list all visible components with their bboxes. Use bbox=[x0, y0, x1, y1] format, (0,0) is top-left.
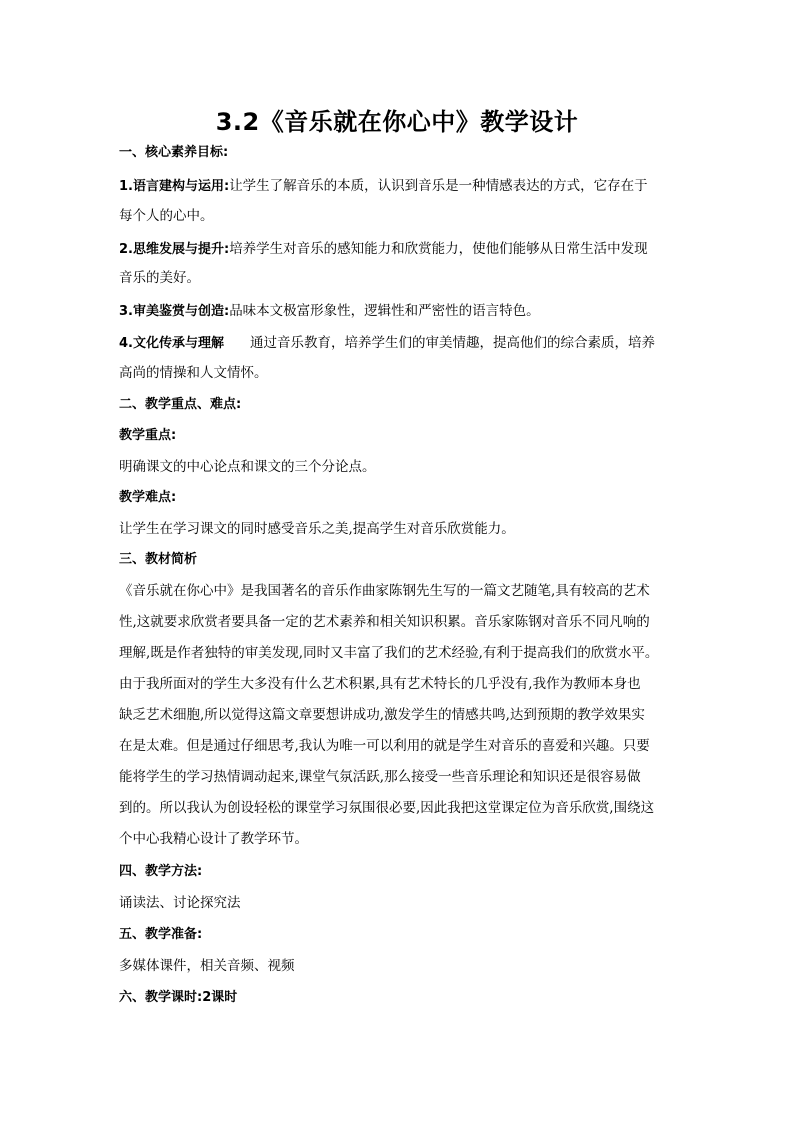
section-heading-keypoints: 二、教学重点、难点: bbox=[119, 397, 242, 412]
document-title: 3.2《音乐就在你心中》教学设计 bbox=[215, 108, 579, 136]
objective-2-line-1 bbox=[119, 239, 689, 260]
objective-1-text: 让学生了解音乐的本质，认识到音乐是一种情感表达的方式，它存在于 bbox=[229, 178, 648, 194]
difficulty-label: 教学难点: bbox=[119, 490, 177, 505]
objective-4-line-2: 高尚的情操和人文情怀。 bbox=[119, 365, 268, 381]
analysis-line: 由于我所面对的学生大多没有什么艺术积累,具有艺术特长的几乎没有,我作为教师本身也 bbox=[119, 676, 641, 692]
section-heading-methods: 四、教学方法: bbox=[119, 864, 203, 879]
objective-1-line-1 bbox=[119, 176, 689, 197]
key-point-text: 明确课文的中心论点和课文的三个分论点。 bbox=[119, 459, 376, 475]
methods-text: 诵读法、讨论探究法 bbox=[119, 895, 241, 911]
objective-1-line-2: 每个人的心中。 bbox=[119, 208, 214, 224]
analysis-line: 能将学生的学习热情调动起来,课堂气氛活跃,那么接受一些音乐理论和知识还是很容易做 bbox=[119, 769, 641, 785]
objective-2-text: 培养学生对音乐的感知能力和欣赏能力，使他们能够从日常生活中发现 bbox=[229, 241, 648, 257]
difficulty-text: 让学生在学习课文的同时感受音乐之美,提高学生对音乐欣赏能力。 bbox=[119, 521, 515, 537]
objective-2-label: 2.思维发展与提升: bbox=[119, 242, 230, 257]
analysis-line: 缺乏艺术细胞,所以觉得这篇文章要想讲成功,激发学生的情感共鸣,达到预期的教学效果实 bbox=[119, 707, 645, 723]
section-heading-preparation: 五、教学准备: bbox=[119, 927, 203, 942]
objective-3-label: 3.审美鉴赏与创造: bbox=[119, 304, 230, 319]
analysis-line: 在是太难。但是通过仔细思考,我认为唯一可以利用的就是学生对音乐的喜爱和兴趣。只要 bbox=[119, 738, 650, 754]
hours-label: 六、教学课时: bbox=[119, 990, 203, 1005]
hours-value: 2课时 bbox=[202, 990, 238, 1005]
objective-4-text: 通过音乐教育，培养学生们的审美情趣，提高他们的综合素质，培养 bbox=[249, 335, 655, 351]
objective-4-line-1 bbox=[119, 333, 689, 354]
objective-2-line-2: 音乐的美好。 bbox=[119, 270, 200, 286]
section-heading-hours bbox=[119, 988, 689, 1008]
section-heading-objectives: 一、核心素养目标: bbox=[119, 145, 229, 160]
key-point-label: 教学重点: bbox=[119, 428, 177, 443]
objective-3-line-1 bbox=[119, 301, 689, 322]
analysis-line: 个中心我精心设计了教学环节。 bbox=[119, 831, 308, 847]
analysis-line: 理解,既是作者独特的审美发现,同时又丰富了我们的艺术经验,有利于提高我们的欣赏水平。 bbox=[119, 645, 659, 661]
preparation-text: 多媒体课件，相关音频、视频 bbox=[119, 958, 295, 974]
objective-4-label: 4.文化传承与理解 bbox=[119, 336, 224, 351]
analysis-line: 到的。所以我认为创设轻松的课堂学习氛围很必要,因此我把这堂课定位为音乐欣赏,围绕这 bbox=[119, 800, 655, 816]
objective-3-text: 品味本文极富形象性，逻辑性和严密性的语言特色。 bbox=[229, 303, 540, 319]
analysis-line: 《音乐就在你心中》是我国著名的音乐作曲家陈钢先生写的一篇文艺随笔,具有较高的艺术 bbox=[119, 583, 650, 599]
objective-1-label: 1.语言建构与运用: bbox=[119, 179, 230, 194]
analysis-line: 性,这就要求欣赏者要具备一定的艺术素养和相关知识积累。音乐家陈钢对音乐不同凡响的 bbox=[119, 614, 650, 630]
section-heading-analysis: 三、教材简析 bbox=[119, 552, 198, 567]
